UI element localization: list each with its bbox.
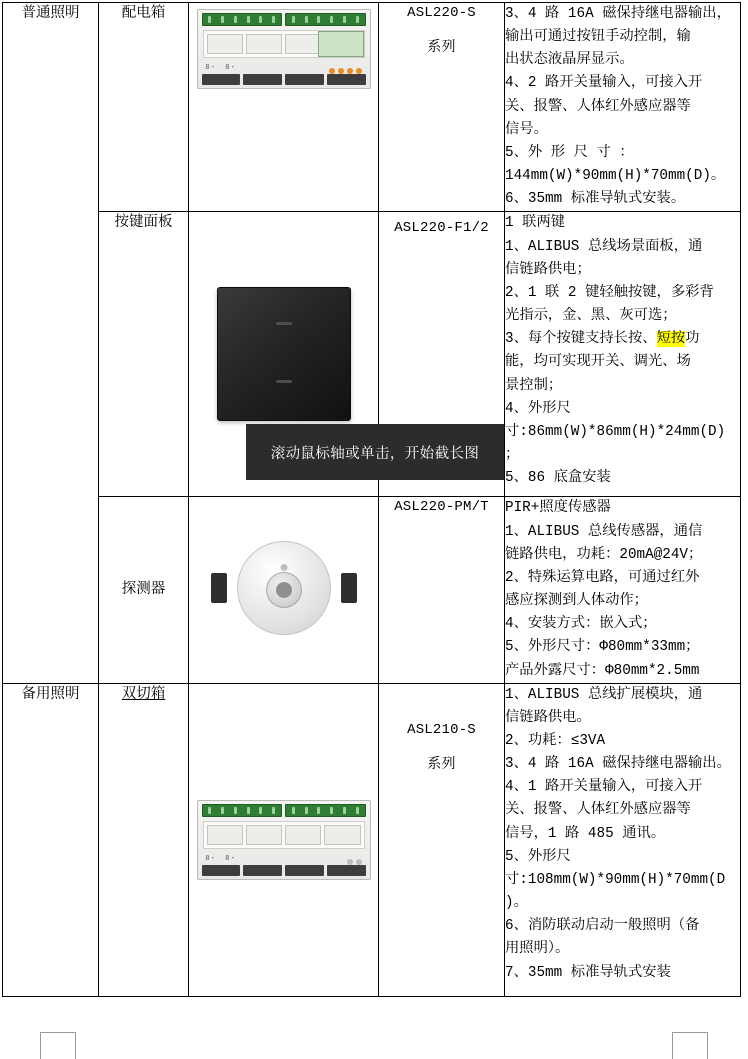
model-line-1: ASL220-PM/T — [394, 499, 489, 516]
desc-line: 5、外形尺 — [505, 848, 571, 865]
desc-line: 寸:108mm(W)*90mm(H)*70mm(D — [505, 871, 726, 888]
model-line-2: 系列 — [427, 40, 456, 56]
highlighted-term: 短按 — [656, 331, 686, 348]
desc-line: 3、4 路 16A 磁保持继电器输出。 — [505, 756, 731, 773]
desc-line: 信链路供电； — [505, 261, 591, 278]
desc-line: 6、消防联动启动一般照明（备 — [505, 918, 700, 935]
table-row — [3, 683, 741, 996]
desc-line: 3、4 路 16A 磁保持继电器输出， — [505, 6, 731, 22]
product-spec-table — [2, 2, 741, 997]
table-row — [3, 497, 741, 683]
desc-line: 4、安装方式：嵌入式； — [505, 616, 657, 633]
category-cell: 普通照明 — [3, 3, 99, 684]
desc-line: 1、ALIBUS 总线扩展模块，通 — [505, 686, 703, 703]
desc-line: 2、1 联 2 键轻触按键，多彩背 — [505, 284, 714, 301]
description-cell — [505, 497, 741, 683]
model-cell — [379, 683, 505, 996]
desc-line: 4、2 路开关量输入，可接入开 — [505, 75, 703, 92]
desc-line: 信号。 — [505, 121, 548, 138]
desc-line: 4、1 路开关量输入，可接入开 — [505, 779, 703, 796]
product-image-cell — [189, 497, 379, 683]
desc-line: )。 — [505, 895, 528, 912]
category-cell: 备用照明 — [3, 683, 99, 996]
desc-line: 链路供电，功耗：20mA@24V； — [505, 546, 703, 563]
desc-line: 4、外形尺 — [505, 400, 571, 417]
desc-line: 1 联两键 — [505, 215, 566, 232]
desc-line-text: 3、每个按键支持长按、短按功 — [505, 331, 700, 348]
device-label: 双切箱 — [121, 685, 166, 702]
desc-line: 景控制； — [505, 377, 563, 394]
desc-line: 1、ALIBUS 总线传感器，通信 — [505, 523, 703, 540]
desc-line: 2、特殊运算电路，可通过红外 — [505, 569, 700, 586]
product-image-cell — [189, 683, 379, 996]
desc-line: 信号，1 路 485 通讯。 — [505, 825, 666, 842]
device-cell: 配电箱 — [99, 3, 189, 212]
din-rail-relay-module-icon: 8・ 8・ — [197, 9, 371, 89]
desc-line: 1、ALIBUS 总线场景面板，通 — [505, 238, 703, 255]
desc-line: 关、报警、人体红外感应器等 — [505, 802, 691, 819]
device-cell — [99, 683, 189, 996]
desc-line: 用照明）。 — [505, 941, 570, 958]
description-cell — [505, 683, 741, 996]
black-key-panel-icon — [217, 287, 351, 421]
desc-line: 出状态液晶屏显示。 — [505, 52, 634, 69]
desc-line: ； — [505, 446, 520, 463]
desc-line: 寸:86mm(W)*86mm(H)*24mm(D) — [505, 423, 726, 440]
desc-line: 5、86 底盒安装 — [505, 470, 611, 487]
pir-illuminance-sensor-icon — [209, 540, 359, 636]
desc-line: 信链路供电。 — [505, 709, 591, 726]
page-mark-right — [672, 1032, 708, 1059]
device-cell: 按键面板 — [99, 212, 189, 497]
description-cell — [505, 3, 741, 212]
desc-line: 7、35mm 标准导轨式安装 — [505, 964, 671, 981]
product-image-cell — [189, 3, 379, 212]
desc-line: PIR+照度传感器 — [505, 500, 611, 517]
desc-line: 产品外露尺寸：Φ80mm*2.5mm — [505, 662, 700, 679]
desc-line: 144mm(W)*90mm(H)*70mm(D)。 — [505, 168, 726, 185]
desc-line: 感应探测到人体动作； — [505, 593, 648, 610]
model-line-1: ASL220-F1/2 — [394, 220, 489, 237]
din-rail-relay-module-b-icon: 8・ 8・ — [197, 800, 371, 880]
desc-line-highlighted — [505, 328, 740, 351]
desc-line: 光指示，金、黑、灰可选； — [505, 308, 677, 325]
desc-line: 5、外形尺寸：Φ80mm*33mm； — [505, 639, 700, 656]
desc-line: 5、外 形 尺 寸 ： — [505, 144, 634, 161]
desc-line: 能，均可实现开关、调光、场 — [505, 354, 691, 371]
desc-line: 2、功耗：≤3VA — [505, 732, 606, 749]
desc-line: 输出可通过按钮手动控制，输 — [505, 29, 691, 46]
screenshot-hint-tooltip[interactable]: 滚动鼠标轴或单击，开始截长图 — [246, 424, 504, 480]
model-cell — [379, 497, 505, 683]
table-row — [3, 3, 741, 212]
model-line-1: ASL220-S — [407, 5, 476, 21]
model-line-2: 系列 — [427, 756, 456, 773]
page-edge-marks — [0, 1017, 748, 1059]
model-line-1: ASL210-S — [407, 721, 476, 738]
desc-line: 6、35mm 标准导轨式安装。 — [505, 191, 686, 208]
description-cell — [505, 212, 741, 497]
device-cell: 探测器 — [99, 497, 189, 683]
model-cell — [379, 3, 505, 212]
desc-line: 关、报警、人体红外感应器等 — [505, 98, 691, 115]
page-mark-left — [40, 1032, 76, 1059]
